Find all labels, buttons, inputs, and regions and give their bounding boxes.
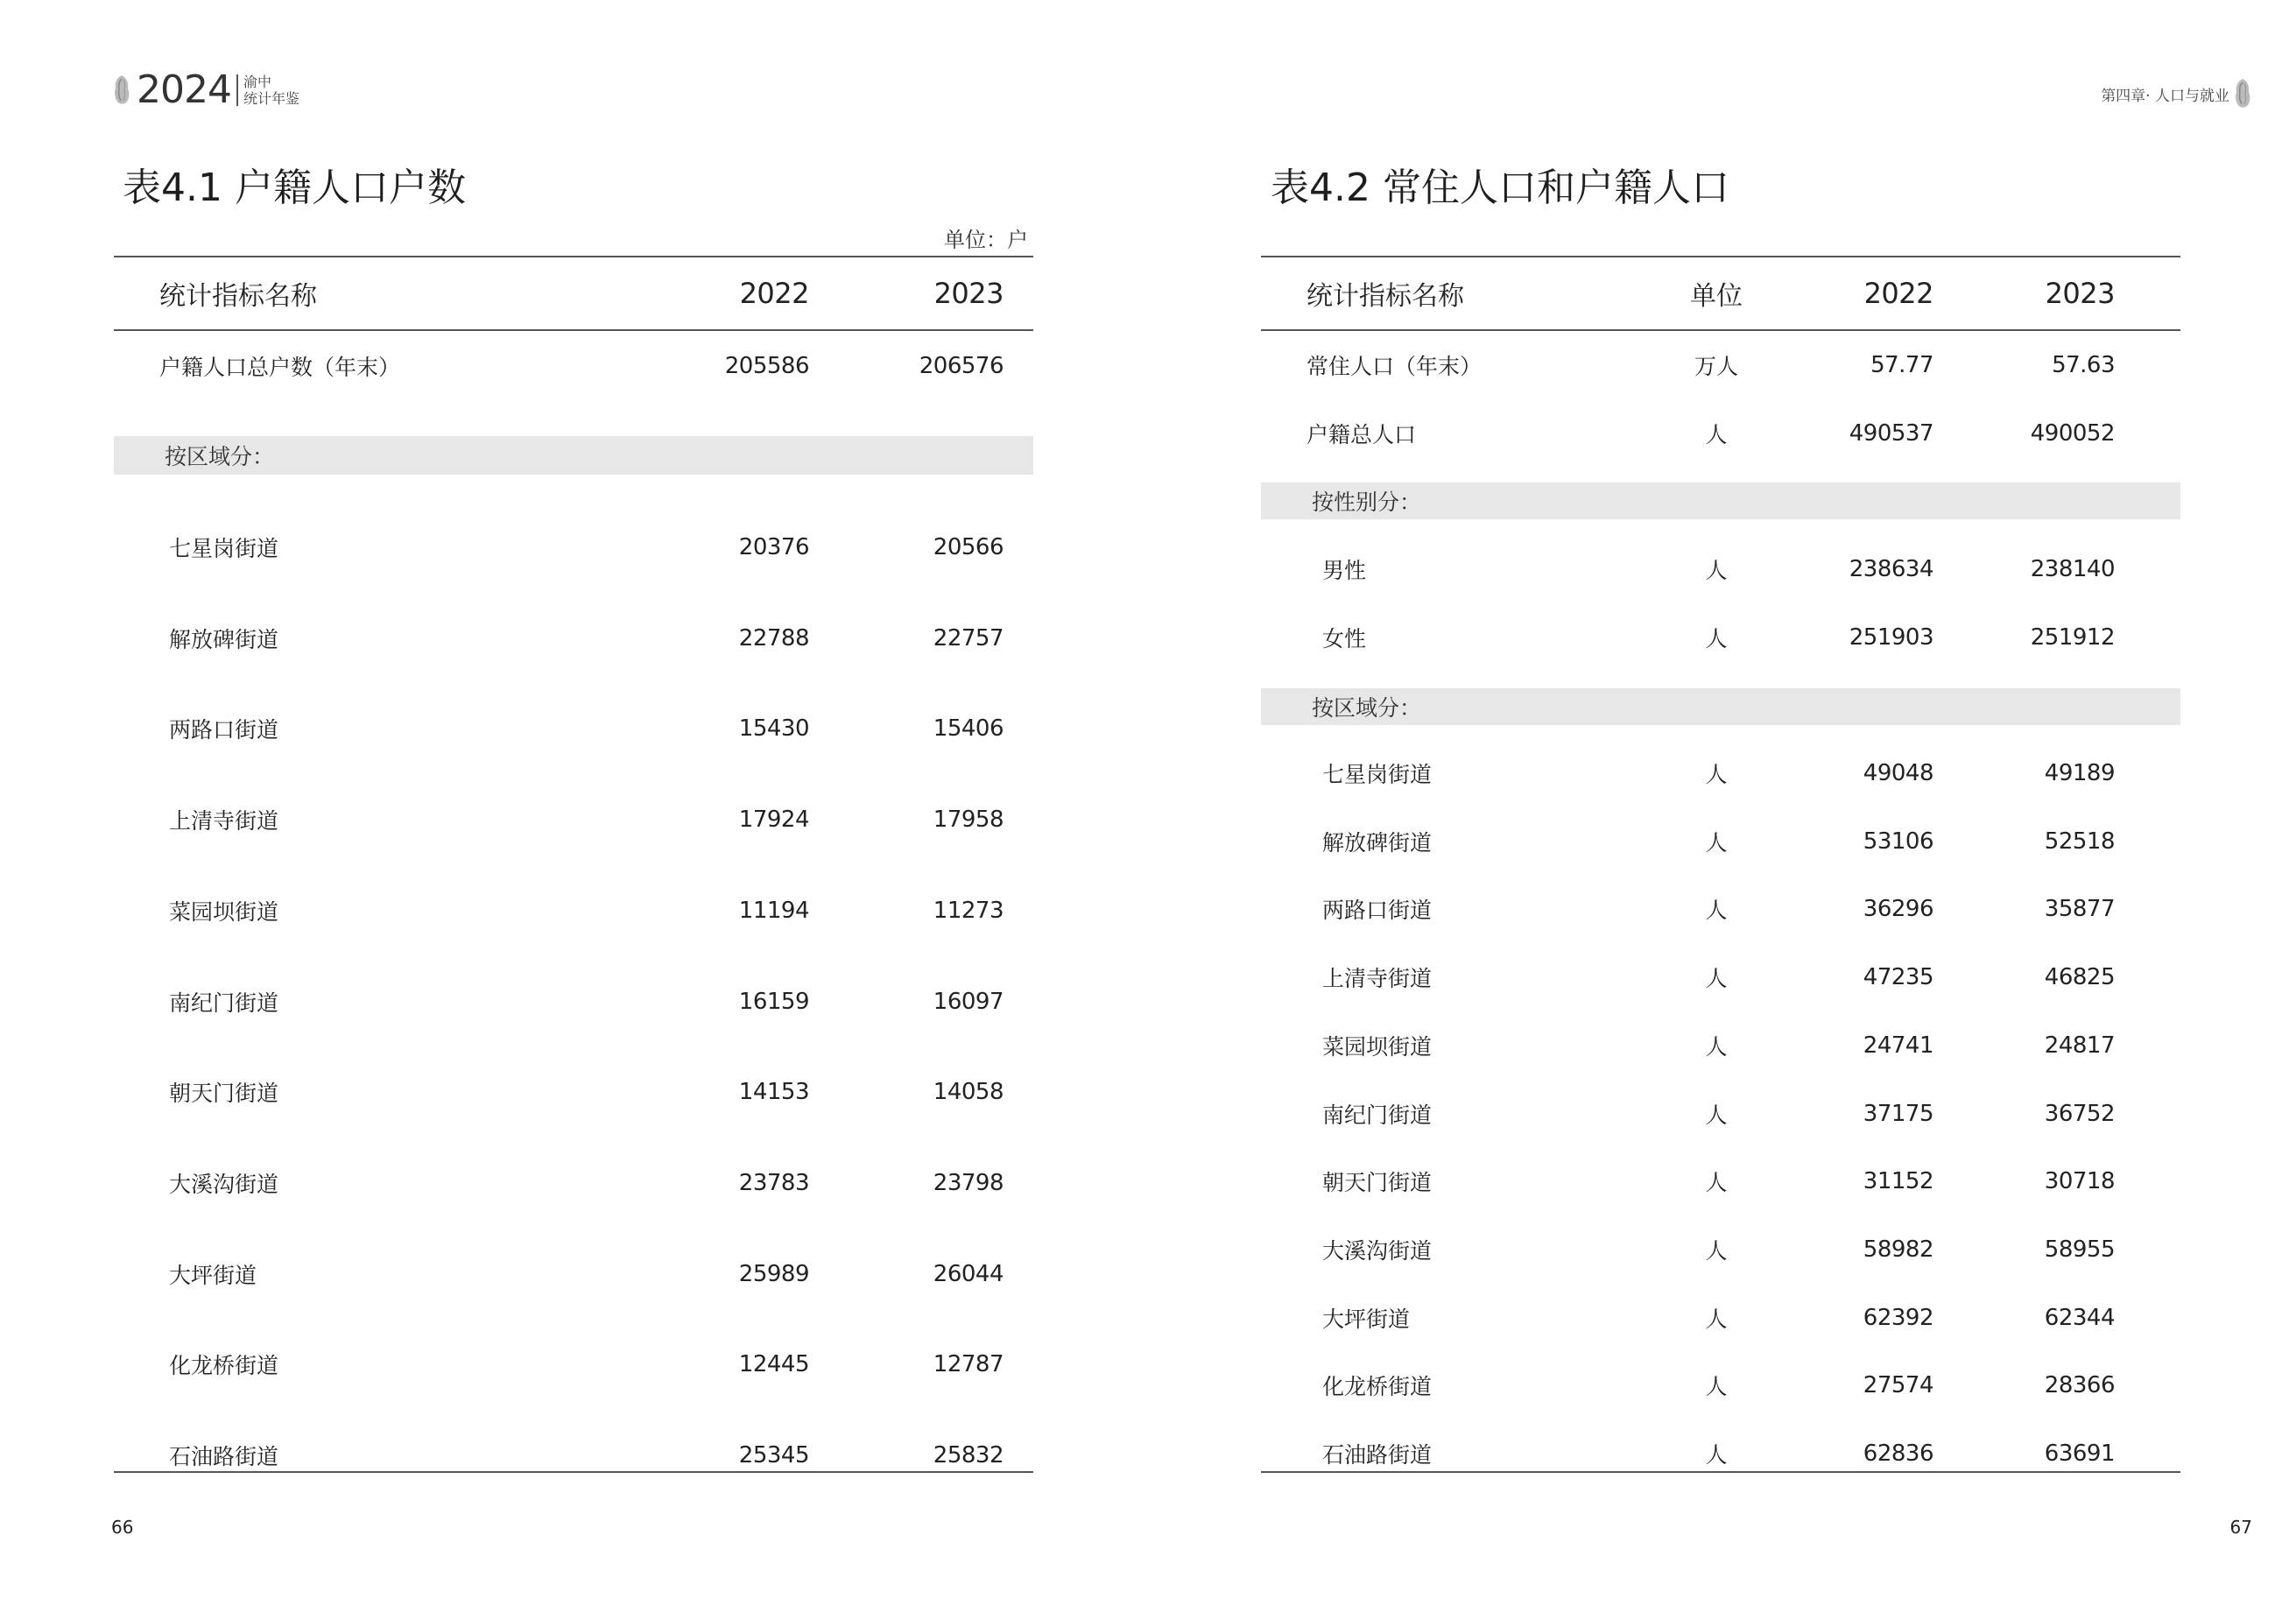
row-value-2023: 58955 — [2044, 1236, 2115, 1263]
table-row — [1261, 543, 2180, 595]
row-value-2022: 25989 — [738, 1260, 809, 1287]
row-name: 户籍总人口 — [1306, 421, 1417, 447]
total-row-2022: 205586 — [724, 353, 809, 379]
row-name: 七星岗街道 — [1322, 762, 1433, 787]
row-name: 化龙桥街道 — [169, 1353, 279, 1379]
row-value-2022: 22788 — [738, 624, 809, 652]
row-value-2022: 57.77 — [1870, 352, 1933, 378]
row-value-2023: 52518 — [2044, 828, 2115, 855]
table-title-number: 4.2 — [1309, 166, 1370, 210]
row-value-2023: 23798 — [933, 1169, 1004, 1196]
table-top-rule — [1261, 256, 2180, 257]
total-row-name: 户籍人口总户数（年末） — [159, 355, 401, 380]
row-value-2023: 14058 — [933, 1079, 1004, 1106]
row-name: 解放碑街道 — [169, 626, 279, 652]
table-bottom-rule — [1261, 1471, 2180, 1473]
row-value-2022: 490537 — [1849, 419, 1933, 447]
row-value-2022: 47235 — [1863, 964, 1933, 991]
row-value-2022: 62836 — [1863, 1440, 1933, 1467]
row-unit: 人 — [1705, 1102, 1728, 1128]
row-value-2022: 24741 — [1863, 1032, 1933, 1059]
table-row — [1261, 1088, 2180, 1140]
table-row — [114, 1239, 1033, 1309]
row-value-2022: 14153 — [738, 1079, 809, 1106]
row-value-2023: 62344 — [2044, 1304, 2115, 1331]
row-value-2023: 251912 — [2030, 623, 2115, 651]
row-name: 两路口街道 — [1322, 898, 1433, 924]
column-header-name: 统计指标名称 — [1306, 281, 1464, 312]
table-title-text: 户籍人口户数 — [234, 166, 466, 210]
row-value-2023: 20566 — [933, 534, 1004, 560]
section-by-region — [114, 436, 1033, 475]
table-row — [114, 967, 1033, 1037]
row-unit: 人 — [1705, 558, 1728, 583]
page-number-left: 66 — [111, 1517, 134, 1538]
row-name: 上清寺街道 — [1322, 966, 1433, 992]
section-by-gender — [1261, 482, 2180, 519]
row-value-2022: 36296 — [1863, 896, 1933, 923]
table-top-rule — [114, 256, 1033, 257]
table-row — [114, 1057, 1033, 1127]
yearbook-name-line2: 统计年鉴 — [243, 90, 299, 107]
row-name: 女性 — [1322, 625, 1367, 652]
row-name: 菜园坝街道 — [169, 898, 279, 925]
row-value-2023: 24817 — [2044, 1032, 2115, 1059]
table-row — [1261, 407, 2180, 460]
table-4-2 — [1261, 0, 2180, 1489]
row-value-2023: 238140 — [2030, 556, 2115, 582]
row-name: 大溪沟街道 — [1322, 1237, 1433, 1264]
table-row — [114, 694, 1033, 764]
table-row — [114, 876, 1033, 946]
row-name: 两路口街道 — [169, 717, 279, 743]
table-row — [1261, 951, 2180, 1004]
row-value-2023: 11273 — [933, 897, 1004, 924]
table-title-number: 4.1 — [161, 166, 222, 210]
table-row — [114, 1420, 1033, 1490]
table-header-rule — [114, 329, 1033, 331]
row-value-2022: 251903 — [1849, 623, 1933, 651]
table-header-row — [1261, 258, 2180, 328]
table-row — [1261, 1155, 2180, 1208]
table-row — [114, 1148, 1033, 1218]
row-value-2022: 20376 — [738, 534, 809, 560]
row-unit: 人 — [1705, 1306, 1728, 1332]
row-unit: 人 — [1705, 625, 1728, 652]
row-value-2023: 35877 — [2044, 896, 2115, 923]
row-value-2023: 49189 — [2044, 760, 2115, 786]
right-page — [1148, 0, 2296, 1613]
row-value-2022: 37175 — [1863, 1100, 1933, 1127]
column-header-name: 统计指标名称 — [159, 281, 317, 312]
row-unit: 人 — [1705, 762, 1728, 787]
row-name: 朝天门街道 — [1322, 1170, 1433, 1196]
row-value-2022: 16159 — [738, 988, 809, 1015]
table-bottom-rule — [114, 1471, 1033, 1473]
table-row — [114, 1329, 1033, 1399]
row-unit: 人 — [1705, 966, 1728, 992]
total-row — [114, 334, 1033, 398]
row-unit: 人 — [1705, 1170, 1728, 1196]
row-value-2022: 27574 — [1863, 1372, 1933, 1399]
row-name: 石油路街道 — [169, 1444, 279, 1469]
row-name: 大坪街道 — [169, 1262, 257, 1288]
row-value-2023: 25832 — [933, 1442, 1004, 1469]
table-header-rule — [1261, 329, 2180, 331]
row-value-2023: 490052 — [2030, 419, 2115, 447]
row-unit: 人 — [1705, 1374, 1728, 1400]
section-by-gender-label: 按性别分： — [1312, 490, 1422, 515]
table-row — [1261, 1223, 2180, 1276]
row-value-2023: 36752 — [2044, 1100, 2115, 1127]
table-title-text: 常住人口和户籍人口 — [1382, 166, 1729, 210]
table-row — [1261, 339, 2180, 391]
row-value-2022: 25345 — [738, 1442, 809, 1469]
unit-note: 单位：户 — [944, 228, 1028, 252]
row-name: 大溪沟街道 — [169, 1171, 279, 1197]
total-row-2023: 206576 — [919, 353, 1004, 379]
row-unit: 人 — [1705, 1237, 1728, 1264]
table-header-row — [114, 258, 1033, 328]
row-unit: 人 — [1705, 1033, 1728, 1060]
table-row — [1261, 1019, 2180, 1072]
row-value-2023: 57.63 — [2052, 352, 2115, 378]
table-row — [1261, 611, 2180, 664]
row-value-2022: 31152 — [1863, 1168, 1933, 1195]
table-title-prefix: 表 — [1271, 166, 1309, 210]
row-value-2023: 16097 — [933, 988, 1004, 1015]
page-number-right: 67 — [2229, 1517, 2252, 1538]
yearbook-year: 2024 — [137, 67, 231, 112]
row-name: 常住人口（年末） — [1306, 354, 1483, 379]
row-value-2023: 17958 — [933, 806, 1004, 834]
table-row — [1261, 747, 2180, 799]
row-value-2023: 12787 — [933, 1351, 1004, 1378]
row-unit: 万人 — [1694, 354, 1738, 379]
row-value-2022: 17924 — [738, 806, 809, 834]
row-value-2022: 12445 — [738, 1351, 809, 1378]
row-value-2023: 30718 — [2044, 1168, 2115, 1195]
table-row — [114, 512, 1033, 582]
row-value-2023: 63691 — [2044, 1440, 2115, 1467]
column-header-unit: 单位 — [1690, 281, 1743, 312]
row-value-2022: 62392 — [1863, 1304, 1933, 1331]
chapter-title: 第四章· 人口与就业 — [2101, 87, 2229, 105]
row-name: 男性 — [1322, 558, 1367, 583]
table-4-1 — [114, 0, 1033, 1489]
table-row — [114, 785, 1033, 855]
table-row — [1261, 1292, 2180, 1344]
row-unit: 人 — [1705, 898, 1728, 924]
row-value-2023: 15406 — [933, 715, 1004, 743]
table-row — [114, 603, 1033, 673]
row-value-2023: 28366 — [2044, 1372, 2115, 1399]
row-name: 南纪门街道 — [1322, 1102, 1433, 1128]
column-header-2023: 2023 — [933, 277, 1004, 310]
row-value-2022: 15430 — [738, 715, 809, 743]
column-header-2022: 2022 — [739, 277, 809, 310]
row-name: 上清寺街道 — [169, 808, 279, 835]
column-header-2022: 2022 — [1863, 277, 1933, 310]
landmark-emblem-icon — [2233, 78, 2252, 109]
column-header-2023: 2023 — [2045, 277, 2115, 310]
row-name: 菜园坝街道 — [1322, 1033, 1433, 1060]
section-by-region-label: 按区域分： — [165, 444, 275, 469]
row-value-2022: 49048 — [1863, 760, 1933, 786]
row-name: 朝天门街道 — [169, 1081, 279, 1107]
row-name: 南纪门街道 — [169, 990, 279, 1016]
yearbook-name-line1: 渝中 — [243, 74, 271, 90]
table-row — [1261, 883, 2180, 935]
section-by-region-label: 按区域分： — [1312, 695, 1422, 721]
row-value-2023: 46825 — [2044, 964, 2115, 991]
row-name: 解放碑街道 — [1322, 829, 1433, 856]
table-title-prefix: 表 — [123, 166, 161, 210]
row-name: 大坪街道 — [1322, 1306, 1411, 1332]
row-name: 七星岗街道 — [169, 536, 279, 561]
section-by-region — [1261, 688, 2180, 725]
row-value-2023: 26044 — [933, 1260, 1004, 1287]
row-value-2022: 58982 — [1863, 1236, 1933, 1263]
row-name: 石油路街道 — [1322, 1442, 1433, 1468]
row-value-2023: 22757 — [933, 624, 1004, 652]
row-value-2022: 11194 — [738, 897, 809, 924]
row-unit: 人 — [1705, 829, 1728, 856]
row-value-2022: 53106 — [1863, 828, 1933, 855]
table-row — [1261, 1359, 2180, 1412]
table-row — [1261, 815, 2180, 868]
row-unit: 人 — [1705, 1442, 1728, 1468]
row-value-2022: 238634 — [1849, 556, 1933, 582]
row-name: 化龙桥街道 — [1322, 1374, 1433, 1400]
row-unit: 人 — [1705, 421, 1728, 447]
row-value-2022: 23783 — [738, 1169, 809, 1196]
